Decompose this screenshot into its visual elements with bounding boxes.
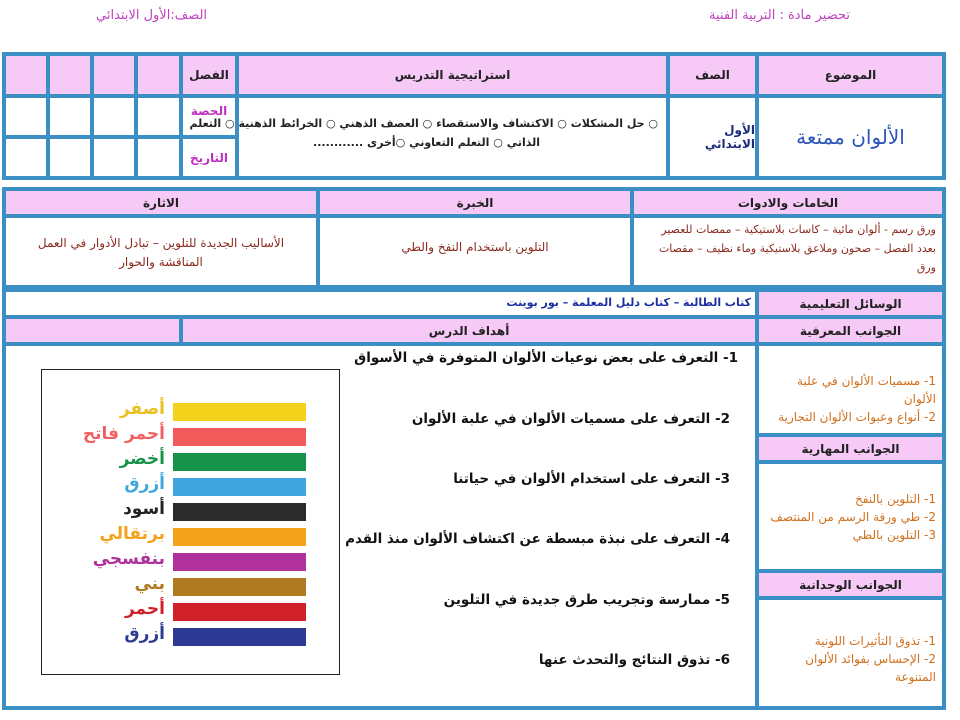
- experience-cell: [318, 216, 632, 287]
- empty-cell: [136, 96, 181, 137]
- color-bar-light-red: [173, 428, 306, 446]
- aids-value: كتاب الطالبة – كتاب دليل المعلمة – بور بوينت: [506, 296, 751, 309]
- color-name-dark-blue: أزرق: [124, 624, 165, 644]
- strategy-line-2: الذاتي ○ التعلم التعاوني ○أخرى ............: [313, 136, 540, 149]
- affective-item: 1- تذوق التأثيرات اللونية: [814, 634, 936, 648]
- empty-cell: [136, 137, 181, 178]
- empty-cell: [136, 54, 181, 96]
- color-name-orange: برتقالي: [99, 524, 165, 544]
- lesson-subject-title: تحضير مادة : التربية الفنية: [709, 8, 850, 23]
- experience-header: الخبرة: [318, 189, 632, 216]
- cognitive-cell: [757, 344, 944, 435]
- affective-cell: [757, 598, 944, 708]
- objective-item: 2- التعرف على مسميات الألوان في علبة الألوان: [411, 411, 730, 427]
- color-bar-red: [173, 603, 306, 621]
- empty-cell: [48, 137, 92, 178]
- period-label: الحصة: [181, 96, 237, 137]
- materials-header: الخامات والادوات: [632, 189, 944, 216]
- cognitive-header: الجوانب المعرفية: [757, 317, 944, 344]
- empty-cell: [4, 137, 48, 178]
- color-bar-green: [173, 453, 306, 471]
- objective-item: 5- ممارسة وتجريب طرق جديدة في التلوين: [443, 592, 730, 608]
- color-chart-image: [41, 369, 340, 675]
- empty-cell: [48, 96, 92, 137]
- class-value-cell: [668, 96, 757, 178]
- aids-cell: [4, 290, 757, 317]
- color-bar-yellow: [173, 403, 306, 421]
- color-bar-blue: [173, 478, 306, 496]
- objective-item: 4- التعرف على نبذة مبسطة عن اكتشاف الألوان منذ القدم: [345, 531, 730, 547]
- materials-cell: [632, 216, 944, 287]
- subject-value: الألوان ممتعة: [796, 125, 905, 149]
- objective-item: 6- تذوق النتائج والتحدث عنها: [538, 652, 730, 668]
- affective-header: الجوانب الوجدانية: [757, 571, 944, 598]
- class-title: الصف:الأول الابتدائي: [96, 8, 208, 23]
- term-label: الفصل: [181, 54, 237, 96]
- date-label: التاريخ: [181, 137, 237, 178]
- cognitive-item: 2- أنواع وعبوات الألوان التجارية: [778, 410, 936, 424]
- motivation-header: الاثارة: [4, 189, 318, 216]
- objective-item: 3- التعرف على استخدام الألوان في حياتنا: [453, 471, 730, 487]
- skills-item: 1- التلوين بالنفخ: [855, 492, 936, 506]
- color-name-purple: بنفسجي: [92, 549, 165, 569]
- color-bar-brown: [173, 578, 306, 596]
- skills-item: 3- التلوين بالطي: [852, 528, 936, 542]
- empty-cell: [92, 137, 136, 178]
- color-name-blue: أزرق: [124, 474, 165, 494]
- objectives-header: أهداف الدرس: [181, 317, 757, 344]
- color-bar-black: [173, 503, 306, 521]
- materials-text: ورق رسم - ألوان مائية – كاسات بلاستيكية – ممصات للعصير بعدد الفصل – صحون وملاعق بلاستيكية وماء نظيف – مقصات ورق: [658, 223, 936, 274]
- strategy-label: استراتيجية التدريس: [237, 54, 668, 96]
- objective-item: 1- التعرف على بعض نوعيات الألوان المتوفرة في الأسواق: [354, 350, 738, 366]
- color-name-light-red: أحمر فاتح: [82, 424, 165, 444]
- affective-item: 2- الإحساس بفوائد الألوان المتنوعة: [805, 652, 936, 684]
- color-name-yellow: أصفر: [119, 399, 165, 419]
- cognitive-item: 1- مسميات الألوان في علبة الألوان: [797, 374, 936, 406]
- empty-cell: [4, 317, 181, 344]
- skills-cell: [757, 462, 944, 571]
- experience-text: التلوين باستخدام النفخ والطي: [401, 240, 549, 254]
- strategy-line-1: ○ حل المشكلات ○ الاكتشاف والاستقصاء ○ العصف الذهني ○ الخرائط الذهنية ○ التعلم: [189, 117, 658, 130]
- subject-value-cell: [757, 96, 944, 178]
- motivation-cell: [4, 216, 318, 287]
- class-value: الأول الابتدائي: [704, 123, 755, 151]
- empty-cell: [92, 54, 136, 96]
- empty-cell: [4, 54, 48, 96]
- color-name-green: أخضر: [119, 449, 165, 469]
- empty-cell: [92, 96, 136, 137]
- color-bar-orange: [173, 528, 306, 546]
- skills-item: 2- طي ورقة الرسم من المنتصف: [770, 510, 936, 524]
- motivation-text: الأساليب الجديدة للتلوين – تبادل الأدوار في العمل المناقشة والحوار: [37, 236, 285, 269]
- color-name-brown: بني: [134, 574, 165, 594]
- class-label: الصف: [668, 54, 757, 96]
- aids-label: الوسائل التعليمية: [757, 290, 944, 317]
- subject-label: الموضوع: [757, 54, 944, 96]
- color-bar-dark-blue: [173, 628, 306, 646]
- color-name-black: أسود: [123, 499, 165, 519]
- color-bar-purple: [173, 553, 306, 571]
- skills-header: الجوانب المهارية: [757, 435, 944, 462]
- empty-cell: [4, 96, 48, 137]
- color-name-red: أحمر: [124, 599, 165, 619]
- empty-cell: [48, 54, 92, 96]
